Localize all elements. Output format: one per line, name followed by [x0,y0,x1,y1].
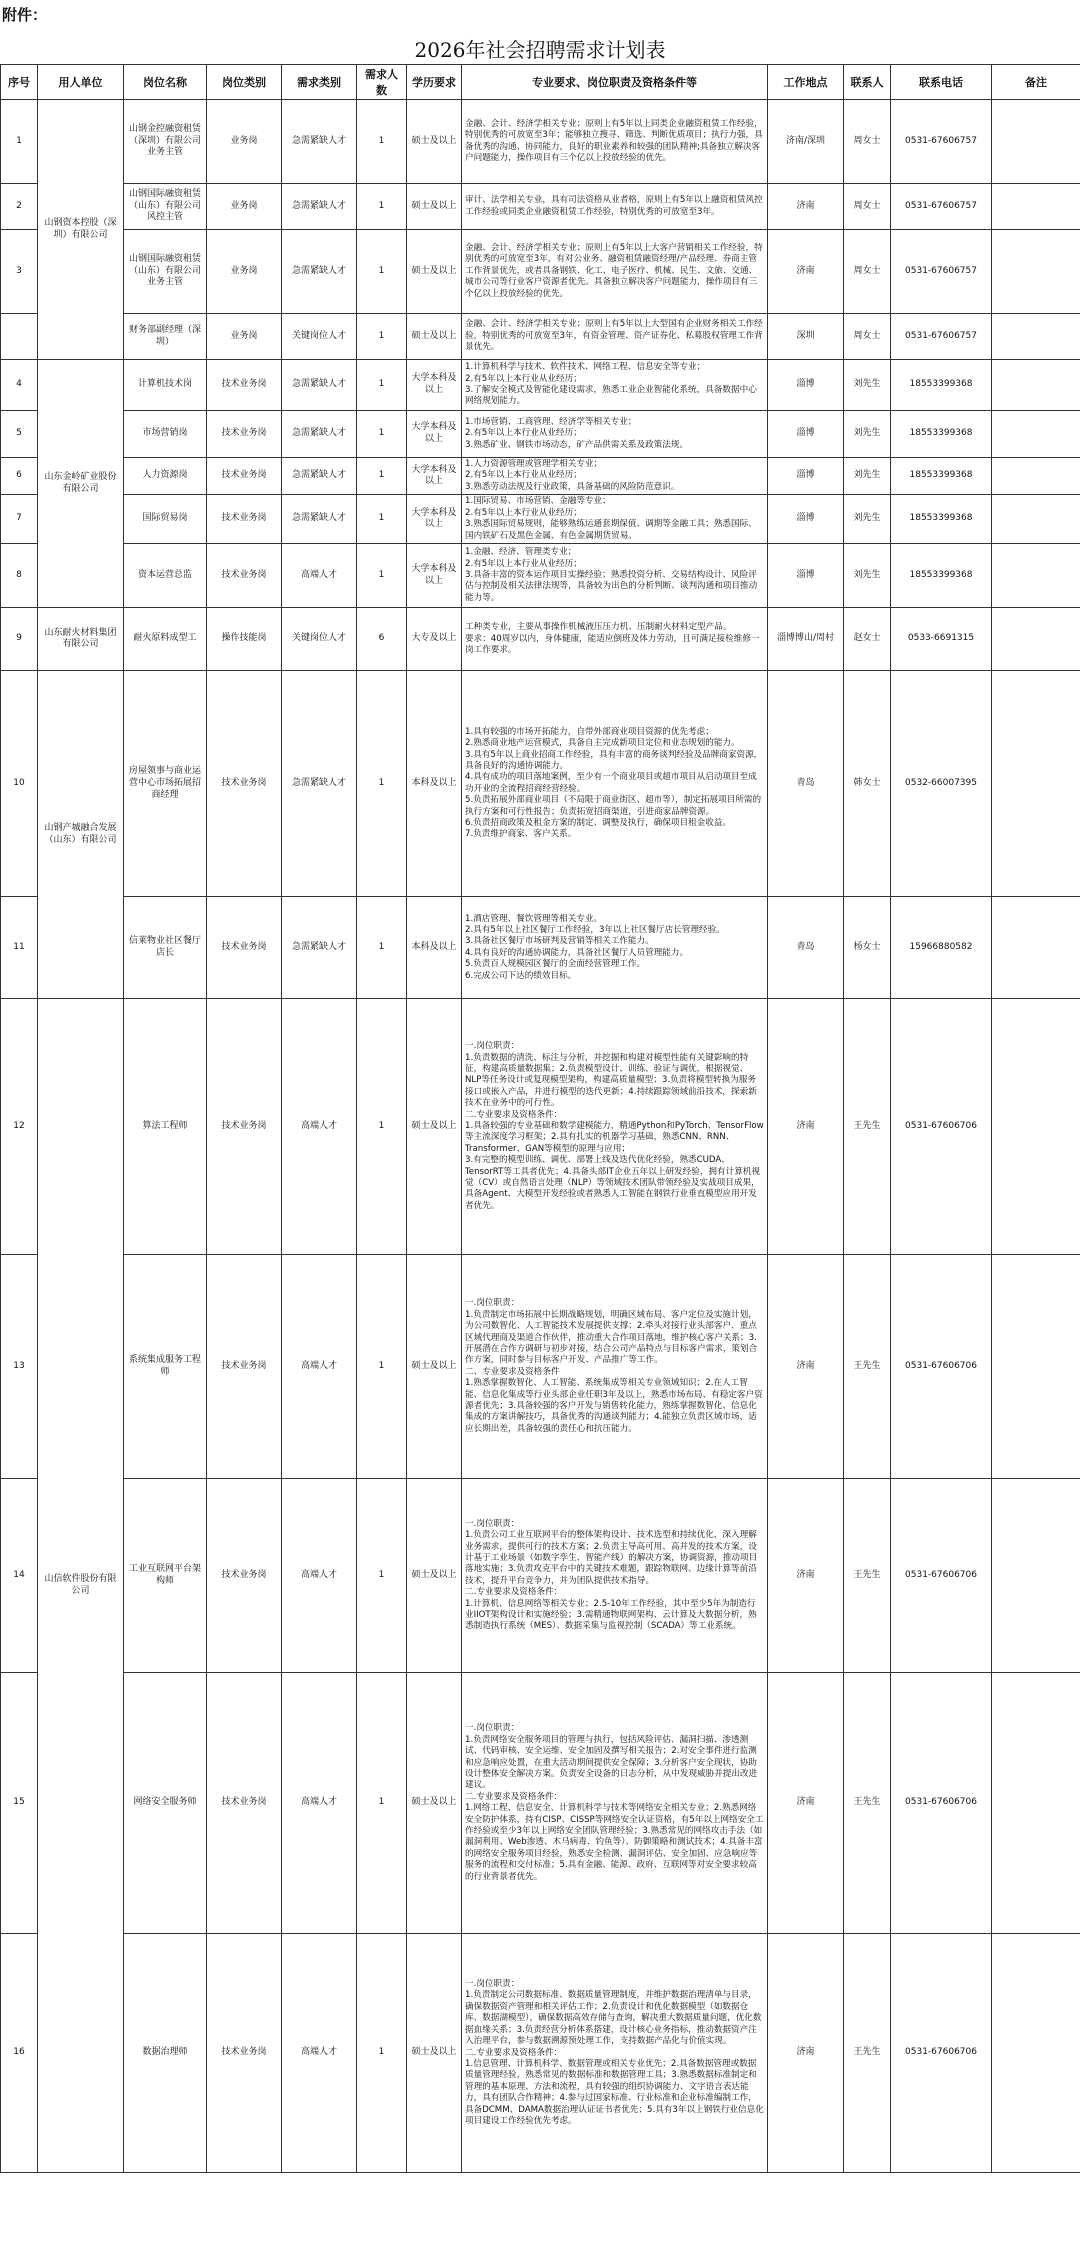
table-row [1,360,1080,411]
cell-demand-type: 急需紧缺人才 [282,360,357,411]
cell-category: 技术业务岗 [207,1934,282,2173]
cell-requirements: 1.人力资源管理或管理学相关专业； 2.有5年以上本行业从业经历； 3.熟悉劳动法规及行业政策，具备基础的风险防范意识。 [462,458,768,495]
cell-category: 技术业务岗 [207,671,282,897]
cell-education: 大学本科及以上 [407,495,462,544]
cell-demand-type: 高端人才 [282,999,357,1255]
cell-phone: 0531-67606706 [891,1479,992,1673]
cell-location: 济南 [768,1255,844,1479]
cell-contact: 周女士 [844,230,891,314]
cell-contact: 刘先生 [844,360,891,411]
cell-education: 硕士及以上 [407,184,462,230]
cell-count: 1 [357,1479,407,1673]
cell-remark [992,1934,1080,2173]
cell-requirements: 1.金融、经济、管理类专业； 2.有5年以上本行业从业经历； 3.具备丰富的资本运作项目实操经验；熟悉投资分析、交易结构设计、风险评估与控制及相关法律法规等，具备较为出色的分析判断、谈判沟通和项目推动能力等。 [462,544,768,608]
cell-count: 1 [357,314,407,360]
cell-requirements: 工种类专业，主要从事操作机械液压压力机、压制耐火材料定型产品。 要求：40周岁以内，身体健康，能适应倒班及体力劳动，且可满足接检维修一岗工作要求。 [462,608,768,671]
cell-count: 1 [357,1255,407,1479]
cell-phone: 0531-67606757 [891,314,992,360]
table-row [1,184,1080,230]
cell-demand-type: 高端人才 [282,544,357,608]
cell-demand-type: 急需紧缺人才 [282,100,357,184]
cell-location: 济南 [768,230,844,314]
table-row [1,411,1080,458]
cell-requirements: 一.岗位职责： 1.负责制定市场拓展中长期战略规划，明确区域布局、客户定位及实施计划，为公司数智化、人工智能技术发展提供支撑；2.牵头对接行业头部客户、重点区域代理商及渠道合作伙伴，推动重大合作项目落地，维护核心客户关系；3.开展潜在合作方调研与初步对接，结合公司产品特点与目标客户需求，策划合作方案，同时参与目标客户开发、产品推广等工作。 二、专业要求及资格条件 1.熟悉掌握数智化、人工智能、系统集成等相关专业领域知识；2.在人工智能、信息化集成等行业头部企业任职3年及以上，熟悉市场布局、有稳定客户资源者优先；3.具备较强的客户开发与销售转化能力，熟练掌握数智化、信息化集成的方案讲解技巧，具备优秀的沟通谈判能力；4.能独立负责区域市场，适应长期出差，具备较强的责任心和抗压能力。 [462,1255,768,1479]
cell-unit: 山东金岭矿业股份有限公司 [38,360,124,608]
table-header-row [1,65,1080,100]
cell-demand-type: 急需紧缺人才 [282,458,357,495]
header-cell: 备注 [992,65,1080,100]
cell-education: 本科及以上 [407,897,462,999]
cell-contact: 王先生 [844,1934,891,2173]
cell-category: 操作技能岗 [207,608,282,671]
cell-count: 1 [357,671,407,897]
cell-contact: 韩女士 [844,671,891,897]
cell-education: 硕士及以上 [407,230,462,314]
cell-location: 济南 [768,1934,844,2173]
recruitment-table [0,64,1080,2173]
cell-demand-type: 高端人才 [282,1673,357,1934]
cell-category: 技术业务岗 [207,495,282,544]
table-row [1,999,1080,1255]
cell-location: 淄博博山/周村 [768,608,844,671]
cell-remark [992,671,1080,897]
cell-location: 淄博 [768,360,844,411]
cell-phone: 0531-67606706 [891,1673,992,1934]
cell-phone: 0533-6691315 [891,608,992,671]
cell-requirements: 一.岗位职责： 1.负责数据的清洗、标注与分析，并挖掘和构建对模型性能有关键影响的特征，构建高质量数据集；2.负责模型设计、训练、验证与调优，根据视觉、NLP等任务设计或复现模型架构，构建高质量模型；3.负责将模型转换为服务接口或嵌入产品，并进行模型的迭代更新；4.持续跟踪领域前沿技术，探索新技术在业务中的可行性。 二.专业要求及资格条件： 1.具备较强的专业基础和数学建模能力，精通Python和PyTorch、TensorFlow等主流深度学习框架；2.具有扎实的机器学习基础，熟悉CNN、RNN、Transformer、GAN等模型的原理与应用； 3.有完整的模型训练、调优、部署上线及迭代优化经验，熟悉CUDA、TensorRT等工具者优先；4.具备头部IT企业五年以上研发经验，拥有计算机视觉（CV）或自然语言处理（NLP）等领域技术团队带领经验及实战项目成果，具备Agent、大模型开发经验或者熟悉人工智能在钢铁行业垂直模型应用开发者优先。 [462,999,768,1255]
cell-no: 5 [1,411,38,458]
cell-demand-type: 急需紧缺人才 [282,184,357,230]
header-cell: 联系电话 [891,65,992,100]
cell-position: 系统集成服务工程师 [124,1255,207,1479]
cell-position: 人力资源岗 [124,458,207,495]
cell-remark [992,495,1080,544]
table-row [1,458,1080,495]
table-row [1,897,1080,999]
cell-phone: 0531-67606757 [891,184,992,230]
cell-no: 11 [1,897,38,999]
cell-location: 济南 [768,1673,844,1934]
cell-phone: 0531-67606757 [891,100,992,184]
cell-contact: 赵女士 [844,608,891,671]
cell-position: 山钢国际融资租赁（山东）有限公司业务主管 [124,230,207,314]
cell-phone: 18553399368 [891,458,992,495]
cell-category: 技术业务岗 [207,544,282,608]
cell-remark [992,100,1080,184]
cell-location: 青岛 [768,671,844,897]
table-body [1,100,1080,2173]
cell-category: 技术业务岗 [207,458,282,495]
table-row [1,671,1080,897]
cell-contact: 刘先生 [844,544,891,608]
cell-location: 深圳 [768,314,844,360]
cell-requirements: 金融、会计、经济学相关专业；原则上有5年以上大型国有企业财务相关工作经验，特别优秀的可放宽至3年，有资金管理、资产证券化、私募股权管理工作背景优先。 [462,314,768,360]
cell-contact: 刘先生 [844,495,891,544]
cell-no: 9 [1,608,38,671]
cell-location: 青岛 [768,897,844,999]
cell-remark [992,897,1080,999]
cell-phone: 0531-67606706 [891,1934,992,2173]
cell-education: 大专及以上 [407,608,462,671]
cell-count: 1 [357,1934,407,2173]
cell-contact: 王先生 [844,1479,891,1673]
cell-count: 1 [357,1673,407,1934]
cell-phone: 18553399368 [891,544,992,608]
cell-remark [992,184,1080,230]
cell-unit: 山东耐火材料集团有限公司 [38,608,124,671]
cell-requirements: 金融、会计、经济学相关专业；原则上有5年以上大客户营销相关工作经验，特别优秀的可放宽至3年，有对公业务、融资租赁融资经理/产品经理、券商主管工作背景优先，或者具备钢铁、化工、电子医疗、机械、民生、文旅、交通、城市公司等行业客户资源者优先。具备独立解决客户问题能力，操作项目有三个亿以上投放经验的优先。 [462,230,768,314]
cell-position: 数据治理师 [124,1934,207,2173]
cell-demand-type: 急需紧缺人才 [282,411,357,458]
cell-position: 网络安全服务师 [124,1673,207,1934]
cell-count: 6 [357,608,407,671]
table-row [1,544,1080,608]
cell-phone: 18553399368 [891,495,992,544]
header-cell: 用人单位 [38,65,124,100]
cell-no: 14 [1,1479,38,1673]
cell-no: 8 [1,544,38,608]
cell-phone: 18553399368 [891,360,992,411]
cell-remark [992,608,1080,671]
header-cell: 需求人数 [357,65,407,100]
cell-remark [992,1255,1080,1479]
cell-requirements: 一.岗位职责： 1.负责公司工业互联网平台的整体架构设计、技术选型和持续优化，深入理解业务需求，提供可行的技术方案；2.负责主导高可用、高并发的技术方案，设计基于工业场景（如数字孪生、智能产线）的解决方案，协调资源，推动项目落地实施；3.负责攻克平台中的关键技术难题，跟踪物联网、边缘计算等前沿技术，提升平台竞争力，并为团队提供技术指导。 二.专业要求及资格条件： 1.计算机、信息网络等相关专业；2.5-10年工作经验，其中至少5年为制造行业IIOT架构设计和实施经验；3.需精通物联网架构、云计算及大数据分析，熟悉制造执行系统（MES）、数据采集与监视控制（SCADA）等工业系统。 [462,1479,768,1673]
cell-education: 硕士及以上 [407,100,462,184]
cell-category: 技术业务岗 [207,411,282,458]
cell-count: 1 [357,230,407,314]
page-title: 2026年社会招聘需求计划表 [414,38,666,62]
cell-position: 工业互联网平台架构师 [124,1479,207,1673]
cell-contact: 王先生 [844,1255,891,1479]
table-row [1,1673,1080,1934]
cell-requirements: 审计、法学相关专业，具有司法资格从业者格，原则上有5年以上融资租赁风控工作经验或同类企业融资租赁工作经验，特别优秀的可放宽至3年。 [462,184,768,230]
cell-count: 1 [357,360,407,411]
header-cell: 需求类别 [282,65,357,100]
cell-requirements: 一.岗位职责： 1.负责制定公司数据标准、数据质量管理制度，并维护数据治理清单与目录，确保数据资产管理和相关评估工作；2.负责设计和优化数据模型（如数据仓库、数据湖模型），确保数据高效存储与查询，解决重大数据质量问题，优化数据血缘关系；3.负责经营分析体系搭建，设计核心业务指标，推动数据资产注入治理平台，参与数据溯源预处理工作，支持数据产品化与价值实现。 二.专业要求及资格条件： 1.信息管理、计算机科学、数据管理或相关专业优先；2.具备数据管理或数据质量管理经验，熟悉常见的数据标准和数据管理工具；3.熟悉数据标准制定和管理的基本原理、方法和流程，具有较强的组织协调能力、文字语言表达能力，具有团队合作精神；4.参与过国家标准、行业标准和企业标准编制工作，具备DCMM、DAMA数据治理认证证书者优先；5.具有3年以上钢铁行业信息化项目建设工作经验优先考虑。 [462,1934,768,2173]
cell-phone: 18553399368 [891,411,992,458]
cell-education: 大学本科及以上 [407,458,462,495]
cell-demand-type: 高端人才 [282,1934,357,2173]
cell-no: 10 [1,671,38,897]
cell-category: 技术业务岗 [207,1673,282,1934]
header-cell: 序号 [1,65,38,100]
cell-education: 大学本科及以上 [407,544,462,608]
cell-contact: 杨女士 [844,897,891,999]
cell-category: 业务岗 [207,100,282,184]
cell-location: 济南 [768,1479,844,1673]
cell-position: 耐火原料成型工 [124,608,207,671]
cell-requirements: 一.岗位职责： 1.负责网络安全服务项目的管理与执行，包括风险评估、漏洞扫描、渗透测试、代码审核、安全运维、安全加固及撰写相关报告；2.对安全事件进行监测和应急响应处置，在重大活动期间提供安全保障；3.分析客户安全现状，协助设计整体安全解决方案。负责安全设备的日志分析，从中发现威胁并提出改进建议。 二.专业要求及资格条件： 1.网络工程、信息安全、计算机科学与技术等网络安全相关专业；2.熟悉网络安全防护体系，持有CISP、CISSP等网络安全认证资格，有5年以上网络安全工作经验或至少3年以上网络安全团队管理经验；3.熟悉常见的网络攻击手法（如漏洞利用、Web渗透、木马病毒、钓鱼等）、防御策略和测试技术；4.具备丰富的网络安全服务项目经验，熟悉安全检测、漏洞评估、安全加固、应急响应等服务的流程和交付标准；5.具有金融、能源、政府、互联网等对安全要求较高的行业背景者优先。 [462,1673,768,1934]
cell-count: 1 [357,411,407,458]
cell-category: 技术业务岗 [207,999,282,1255]
cell-count: 1 [357,100,407,184]
cell-demand-type: 高端人才 [282,1255,357,1479]
cell-position: 财务部副经理（深圳） [124,314,207,360]
cell-category: 业务岗 [207,230,282,314]
header-cell: 岗位名称 [124,65,207,100]
cell-position: 房屋领事与商业运营中心市场拓展招商经理 [124,671,207,897]
table-row [1,100,1080,184]
cell-no: 13 [1,1255,38,1479]
cell-education: 本科及以上 [407,671,462,897]
cell-location: 济南 [768,184,844,230]
cell-position: 计算机技术岗 [124,360,207,411]
cell-no: 6 [1,458,38,495]
cell-remark [992,314,1080,360]
table-row [1,1479,1080,1673]
cell-location: 淄博 [768,495,844,544]
cell-demand-type: 急需紧缺人才 [282,495,357,544]
cell-location: 淄博 [768,411,844,458]
cell-requirements: 1.国际贸易、市场营销、金融等专业； 2.有5年以上本行业从业经历； 3.熟悉国际贸易规则，能够熟练运通套期保值、调期等金融工具；熟悉国际、国内铁矿石及黑色金属、有色金属期货贸易。 [462,495,768,544]
cell-contact: 周女士 [844,184,891,230]
cell-no: 2 [1,184,38,230]
cell-position: 山钢金控融资租赁（深圳）有限公司业务主管 [124,100,207,184]
cell-remark [992,458,1080,495]
cell-contact: 刘先生 [844,411,891,458]
attachment-label: 附件： [2,6,48,24]
cell-education: 硕士及以上 [407,1255,462,1479]
cell-phone: 15966880582 [891,897,992,999]
cell-requirements: 1.计算机科学与技术、软件技术、网络工程、信息安全等专业； 2.有5年以上本行业从业经历； 3.了解安全模式及智能化建设需求，熟悉工业企业智能化系统，具备数据中心网络规划能力。 [462,360,768,411]
cell-position: 信莱物业社区餐厅店长 [124,897,207,999]
cell-no: 4 [1,360,38,411]
cell-no: 1 [1,100,38,184]
cell-demand-type: 高端人才 [282,1479,357,1673]
header-cell: 学历要求 [407,65,462,100]
cell-contact: 周女士 [844,100,891,184]
cell-unit: 山钢产城融合发展（山东）有限公司 [38,671,124,999]
cell-phone: 0531-67606757 [891,230,992,314]
cell-education: 硕士及以上 [407,1673,462,1934]
cell-phone: 0531-67606706 [891,999,992,1255]
cell-remark [992,411,1080,458]
cell-location: 淄博 [768,458,844,495]
cell-count: 1 [357,495,407,544]
cell-category: 技术业务岗 [207,1479,282,1673]
cell-education: 硕士及以上 [407,1934,462,2173]
table-row [1,1255,1080,1479]
cell-demand-type: 关键岗位人才 [282,314,357,360]
cell-contact: 王先生 [844,1673,891,1934]
header-cell: 联系人 [844,65,891,100]
table-row [1,314,1080,360]
cell-position: 山钢国际融资租赁（山东）有限公司风控主管 [124,184,207,230]
cell-contact: 周女士 [844,314,891,360]
cell-remark [992,1479,1080,1673]
cell-remark [992,1673,1080,1934]
cell-category: 业务岗 [207,184,282,230]
cell-position: 市场营销岗 [124,411,207,458]
table-row [1,230,1080,314]
cell-requirements: 1.具有较强的市场开拓能力，自带外部商业项目资源的优先考虑； 2.熟悉商业地产运营模式，具备自主完成新项目定位和业态规划的能力。 3.具有5年以上商业招商工作经验，具有丰富的商务谈判经验及品牌商家资源，具备良好的沟通协调能力。 4.具有成功的项目落地案例，至少有一个商业项目或超市项目从启动项目至成功开业的全流程招商经营经验。 5.负责拓展外部商业项目（不局限于商业街区、超市等），制定拓展项目所需的执行方案和可行性报告；负责拓宽招商渠道，引进商家品牌资源。 6.负责招商政策及租金方案的制定、调整及执行，确保项目租金收益。 7.负责维护商家、客户关系。 [462,671,768,897]
cell-contact: 刘先生 [844,458,891,495]
cell-phone: 0531-67606706 [891,1255,992,1479]
cell-demand-type: 急需紧缺人才 [282,230,357,314]
cell-education: 大学本科及以上 [407,360,462,411]
cell-category: 技术业务岗 [207,897,282,999]
cell-contact: 王先生 [844,999,891,1255]
cell-remark [992,360,1080,411]
cell-no: 16 [1,1934,38,2173]
cell-category: 业务岗 [207,314,282,360]
cell-count: 1 [357,897,407,999]
cell-education: 硕士及以上 [407,999,462,1255]
cell-demand-type: 急需紧缺人才 [282,897,357,999]
table-row [1,495,1080,544]
cell-no [1,314,38,360]
cell-requirements: 1.市场营销、工商管理、经济学等相关专业； 2.有5年以上本行业从业经历； 3.熟悉矿业、钢铁市场动态，矿产品供需关系及政策法规。 [462,411,768,458]
table-row [1,608,1080,671]
cell-category: 技术业务岗 [207,1255,282,1479]
cell-position: 算法工程师 [124,999,207,1255]
cell-category: 技术业务岗 [207,360,282,411]
cell-count: 1 [357,458,407,495]
cell-remark [992,544,1080,608]
header-cell: 工作地点 [768,65,844,100]
cell-location: 济南/深圳 [768,100,844,184]
cell-unit: 山钢资本控股（深圳）有限公司 [38,100,124,360]
cell-no: 15 [1,1673,38,1934]
cell-demand-type: 关键岗位人才 [282,608,357,671]
cell-phone: 0532-66007395 [891,671,992,897]
cell-requirements: 金融、会计、经济学相关专业；原则上有5年以上同类企业融资租赁工作经验，特别优秀的可放宽至3年；能够独立搜寻、筛选、判断优质项目；执行力强，具备优秀的沟通、协同能力，良好的职业素养和较强的团队精神;具备独立解决客户问题能力，操作项目有三个亿以上投放经验的优先。 [462,100,768,184]
header-cell: 专业要求、岗位职责及资格条件等 [462,65,768,100]
cell-education: 硕士及以上 [407,314,462,360]
cell-count: 1 [357,544,407,608]
cell-education: 大学本科及以上 [407,411,462,458]
header-cell: 岗位类别 [207,65,282,100]
cell-count: 1 [357,184,407,230]
cell-requirements: 1.酒店管理、餐饮管理等相关专业。 2.具有5年以上社区餐厅工作经验，3年以上社区餐厅店长管理经验。 3.具备社区餐厅市场研判及营销等相关工作能力。 4.具有良好的沟通协调能力，具备社区餐厅人员管理能力。 5.负责百人规模园区餐厅的全面经营管理工作。 6.完成公司下达的绩效目标。 [462,897,768,999]
cell-no: 12 [1,999,38,1255]
cell-unit: 山信软件股份有限公司 [38,999,124,2173]
cell-count: 1 [357,999,407,1255]
cell-education: 硕士及以上 [407,1479,462,1673]
cell-location: 济南 [768,999,844,1255]
cell-remark [992,999,1080,1255]
table-row [1,1934,1080,2173]
cell-location: 淄博 [768,544,844,608]
cell-demand-type: 急需紧缺人才 [282,671,357,897]
cell-position: 国际贸易岗 [124,495,207,544]
cell-no: 3 [1,230,38,314]
cell-position: 资本运营总监 [124,544,207,608]
cell-no: 7 [1,495,38,544]
cell-remark [992,230,1080,314]
